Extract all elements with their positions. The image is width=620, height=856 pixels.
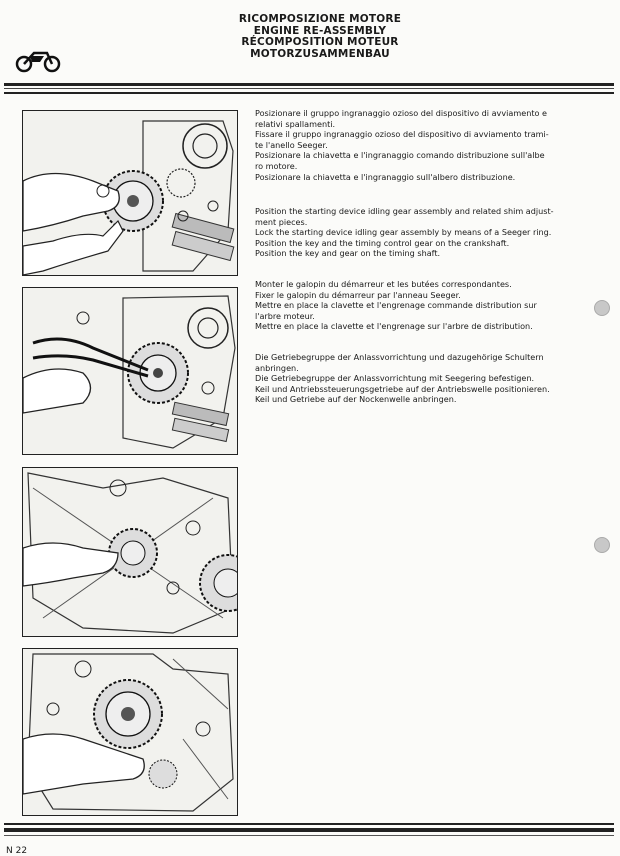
title-italian: RICOMPOSIZIONE MOTORE [238,13,402,25]
footer-rule [4,823,614,825]
page-number: N 22 [6,846,28,856]
title-german: MOTORZUSAMMENBAU [250,47,390,60]
paragraph-english: Position the starting device idling gear assembly and related shim adjust- ment pieces. Lock the starting device idling gear assembly by means of a Seeger ring. Position the key and the timing control gear on the crankshaft. Position the key and gear on the timing shaft. [255,206,554,259]
title-french: RÉCOMPOSITION MOTEUR [241,36,399,48]
brand-logo [14,44,62,74]
text-french [255,279,585,332]
paragraph-french: Monter le galopin du démarreur et les butées correspondantes. Fixer le galopin du démarreur par l'anneau Seeger. Mettre en place la clavette et l'engrenage commande distribution sur l'arbre moteur. Mettre en place la clavette et l'engrenage sur l'arbre de distribution. [255,279,537,332]
figure-gear-timing-shaft [22,648,238,816]
paragraph-italian: Posizionare il gruppo ingranaggio ozioso del dispositivo di avviamento e relativi spallamenti. Fissare il gruppo ingranaggio ozioso del dispositivo di avviamento trami- te l'anello Seeger. Posizionare la chiavetta e l'ingranaggio comando distribuzione sull'albe ro motore. Posizionare la chiavetta e l'ingranaggio sull'albero distribuzione. [255,108,549,182]
header-rule [4,83,614,86]
page-title [180,14,460,60]
header-rule-lower [4,92,614,94]
footer-rule-thin [4,835,614,836]
paragraph-german: Die Getriebegruppe der Anlassvorrichtung und dazugehörige Schultern anbringen. Die Getriebegruppe der Anlassvorrichtung mit Seegering befestigen. Keil und Antriebssteuerungsgetriebe auf der Antriebswelle positionieren. Keil und Getriebe auf der Nockenwelle anbringen. [255,352,550,405]
header-rule-thin [4,88,614,89]
binder-hole-top [594,300,610,316]
figure-idler-gear-positioning [22,110,238,276]
text-english [255,206,585,259]
title-english: ENGINE RE-ASSEMBLY [253,24,387,37]
text-italian [255,108,585,182]
footer-rule-thick [4,828,614,832]
text-german [255,352,585,405]
figure-timing-gear-crankshaft [22,467,238,637]
binder-hole-bottom [594,537,610,553]
figure-seeger-ring-fitting [22,287,238,455]
